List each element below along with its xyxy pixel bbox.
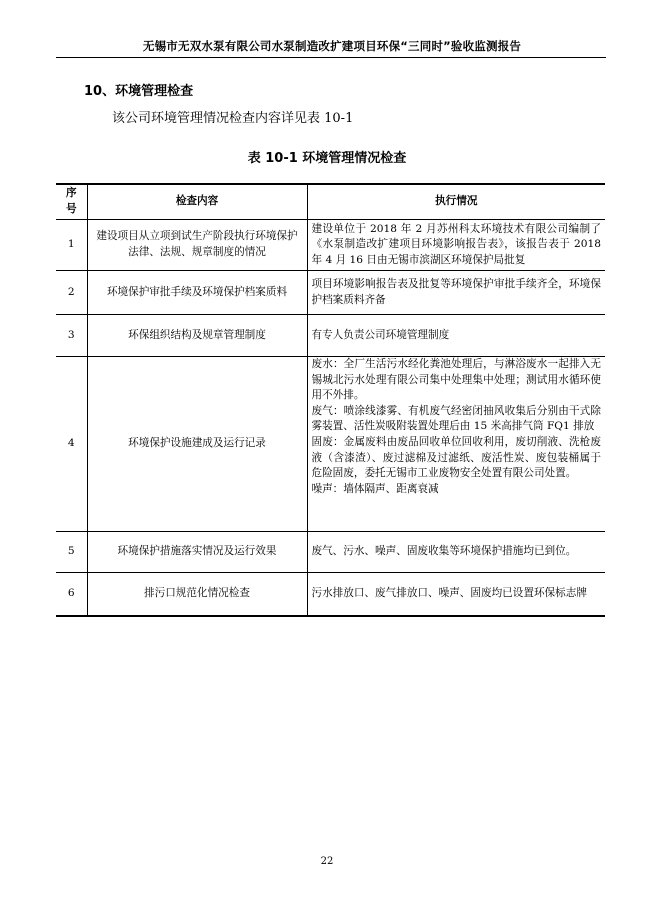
row-check-item: 环境保护审批手续及环境保护档案质料	[87, 271, 307, 315]
table-header-row	[56, 184, 605, 220]
row-result: 有专人负责公司环境管理制度	[307, 315, 605, 357]
row-result	[307, 357, 605, 532]
table-row	[56, 357, 605, 532]
section-intro: 该公司环境管理情况检查内容详见表 10-1	[112, 111, 354, 126]
section-title: 10、环境管理检查	[84, 84, 194, 99]
table-row	[56, 271, 605, 315]
row-number: 3	[56, 315, 87, 357]
row-check-item: 环保组织结构及规章管理制度	[87, 315, 307, 357]
result-noise: 噪声：墙体隔声、距离衰减	[311, 482, 439, 495]
row-result: 项目环境影响报告表及批复等环境保护审批手续齐全，环境保护档案质料齐备	[307, 271, 605, 315]
row-number: 4	[56, 357, 87, 532]
table-row	[56, 573, 605, 616]
row-number: 6	[56, 573, 87, 616]
row-result: 建设单位于 2018 年 2 月苏州科太环境技术有限公司编制了《水泵制造改扩建项目环境影响报告表》，该报告表于 2018 年 4 月 16 日由无锡市滨湖区环境保护局批复	[307, 220, 605, 271]
column-header-no: 序号	[56, 184, 87, 220]
row-number: 2	[56, 271, 87, 315]
row-result: 污水排放口、废气排放口、噪声、固废均已设置环保标志牌	[307, 573, 605, 616]
row-check-item: 环境保护设施建成及运行记录	[87, 357, 307, 532]
column-header-item: 检查内容	[87, 184, 307, 220]
table-row	[56, 315, 605, 357]
row-check-item: 环境保护措施落实情况及运行效果	[87, 532, 307, 573]
table-caption: 表 10-1 环境管理情况检查	[247, 151, 407, 166]
table-row	[56, 532, 605, 573]
page-number: 22	[320, 856, 334, 867]
row-check-item: 排污口规范化情况检查	[87, 573, 307, 616]
row-number: 5	[56, 532, 87, 573]
result-solid-waste: 固废：金属废料由废品回收单位回收利用，废切削液、洗枪废液（含漆渣）、废过滤棉及过滤纸、废活性炭、废包装桶属于危险固废，委托无锡市工业废物安全处置有限公司处置。	[311, 435, 601, 480]
result-wastewater: 废水：全厂生活污水经化粪池处理后，与淋浴废水一起排入无锡城北污水处理有限公司集中处理集中处理；测试用水循环使用不外排。	[311, 358, 601, 402]
table-row	[56, 220, 605, 271]
header-divider	[56, 57, 606, 58]
row-number: 1	[56, 220, 87, 271]
column-header-result: 执行情况	[307, 184, 605, 220]
environment-management-table	[56, 183, 605, 617]
row-check-item: 建设项目从立项到试生产阶段执行环境保护法律、法规、规章制度的情况	[87, 220, 307, 271]
result-waste-gas: 废气：喷涂线漆雾、有机废气经密闭抽风收集后分别由干式除雾装置、活性炭吸附装置处理后由 15 米高排气筒 FQ1 排放	[311, 404, 601, 433]
row-result: 废气、污水、噪声、固废收集等环境保护措施均已到位。	[307, 532, 605, 573]
report-header-title: 无锡市无双水泵有限公司水泵制造改扩建项目环保“三同时”验收监测报告	[142, 39, 522, 53]
